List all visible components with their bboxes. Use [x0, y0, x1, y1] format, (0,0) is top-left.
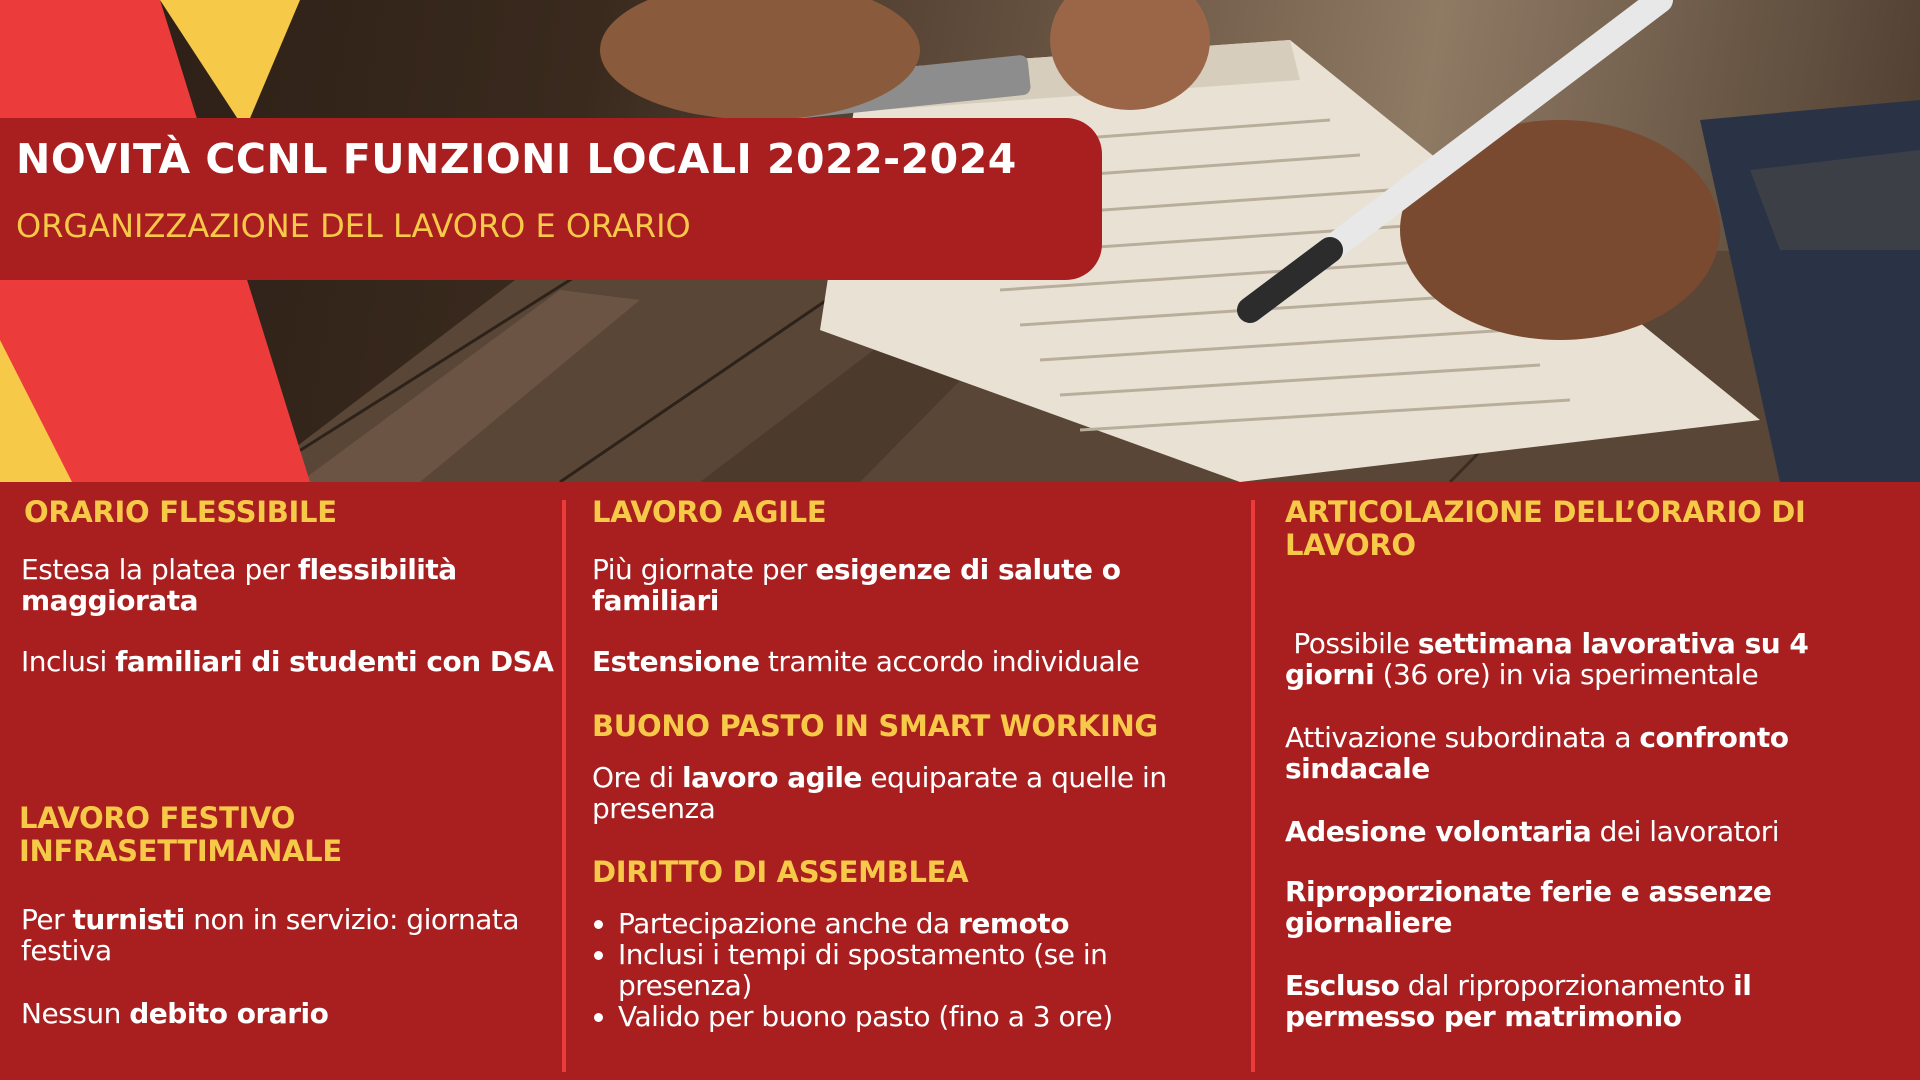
- page-title: NOVITÀ CCNL FUNZIONI LOCALI 2022-2024: [16, 135, 1017, 183]
- section-heading: ARTICOLAZIONE DELL’ORARIO DI LAVORO: [1285, 495, 1806, 562]
- list-item: [21, 554, 560, 616]
- text-normal: dal riproporzionamento: [1399, 969, 1734, 1002]
- text-bold: debito orario: [129, 997, 329, 1030]
- list-item: [1285, 876, 1900, 938]
- section-heading: BUONO PASTO IN SMART WORKING: [592, 709, 1158, 743]
- text-normal: Nessun: [21, 997, 130, 1030]
- text-normal: non in servizio: giornata festiva: [21, 903, 520, 967]
- text-bold: confronto sindacale: [1285, 721, 1789, 785]
- text-bold: Riproporzionate ferie e assenze giornaliere: [1285, 875, 1772, 939]
- section-lavoro-festivo: [19, 802, 560, 868]
- text-bold: remoto: [958, 907, 1069, 940]
- text-normal: tramite accordo individuale: [759, 645, 1140, 678]
- text-normal: Partecipazione anche da: [618, 907, 959, 940]
- list-item: [21, 646, 560, 677]
- list-item: [1285, 722, 1900, 784]
- list-item: [21, 998, 560, 1029]
- text-normal: dei lavoratori: [1591, 815, 1780, 848]
- text-bold: Adesione volontaria: [1285, 815, 1592, 848]
- section-buono-pasto: [592, 710, 1250, 743]
- text-bold: familiari di studenti con DSA: [115, 645, 554, 678]
- text-normal: Estesa la platea per: [21, 553, 298, 586]
- column-orario: [0, 482, 560, 1080]
- list-item: [1285, 628, 1900, 690]
- text-normal: Inclusi: [21, 645, 116, 678]
- text-normal: Inclusi i tempi di spostamento (se in presenza): [618, 938, 1108, 1002]
- text-bold: turnisti: [72, 903, 185, 936]
- list-item: [1285, 816, 1920, 847]
- text-normal: Più giornate per: [592, 553, 816, 586]
- text-normal: Attivazione subordinata a: [1285, 721, 1640, 754]
- column-divider: [1251, 500, 1255, 1072]
- text-normal: Per: [21, 903, 73, 936]
- text-bold: esigenze di salute o familiari: [592, 553, 1121, 617]
- text-bold: il permesso per matrimonio: [1285, 969, 1752, 1033]
- bullet-list: [566, 908, 1240, 1032]
- text-normal: Possibile: [1285, 627, 1418, 660]
- section-orario-flessibile: [24, 496, 560, 529]
- list-item: [592, 646, 1250, 677]
- list-item: [592, 762, 1230, 824]
- text-bold: lavoro agile: [682, 761, 862, 794]
- text-bold: Escluso: [1285, 969, 1400, 1002]
- list-item: [592, 554, 1230, 616]
- text-bold: flessibilità maggiorata: [21, 553, 457, 617]
- list-item: [618, 939, 1240, 1001]
- column-lavoro-agile: [566, 482, 1250, 1080]
- list-item: [618, 908, 1240, 939]
- text-normal: (36 ore) in via sperimentale: [1374, 658, 1759, 691]
- text-normal: equiparate a quelle in presenza: [592, 761, 1167, 825]
- section-diritto-assemblea: [592, 856, 1250, 889]
- hero-photo: [0, 0, 1920, 482]
- section-articolazione: [1285, 496, 1890, 562]
- list-item: [1285, 970, 1900, 1032]
- section-heading: LAVORO FESTIVO INFRASETTIMANALE: [19, 801, 342, 868]
- list-item: [21, 904, 560, 966]
- list-item: [618, 1001, 1240, 1032]
- section-lavoro-agile: [592, 496, 1250, 529]
- section-heading: ORARIO FLESSIBILE: [24, 495, 337, 529]
- section-heading: DIRITTO DI ASSEMBLEA: [592, 855, 969, 889]
- column-articolazione: [1256, 482, 1920, 1080]
- section-heading: LAVORO AGILE: [592, 495, 827, 529]
- page-subtitle: ORGANIZZAZIONE DEL LAVORO E ORARIO: [16, 207, 691, 245]
- text-bold: settimana lavorativa su 4 giorni: [1285, 627, 1809, 691]
- text-normal: Valido per buono pasto (fino a 3 ore): [618, 1000, 1113, 1033]
- text-normal: Ore di: [592, 761, 683, 794]
- text-bold: Estensione: [592, 645, 760, 678]
